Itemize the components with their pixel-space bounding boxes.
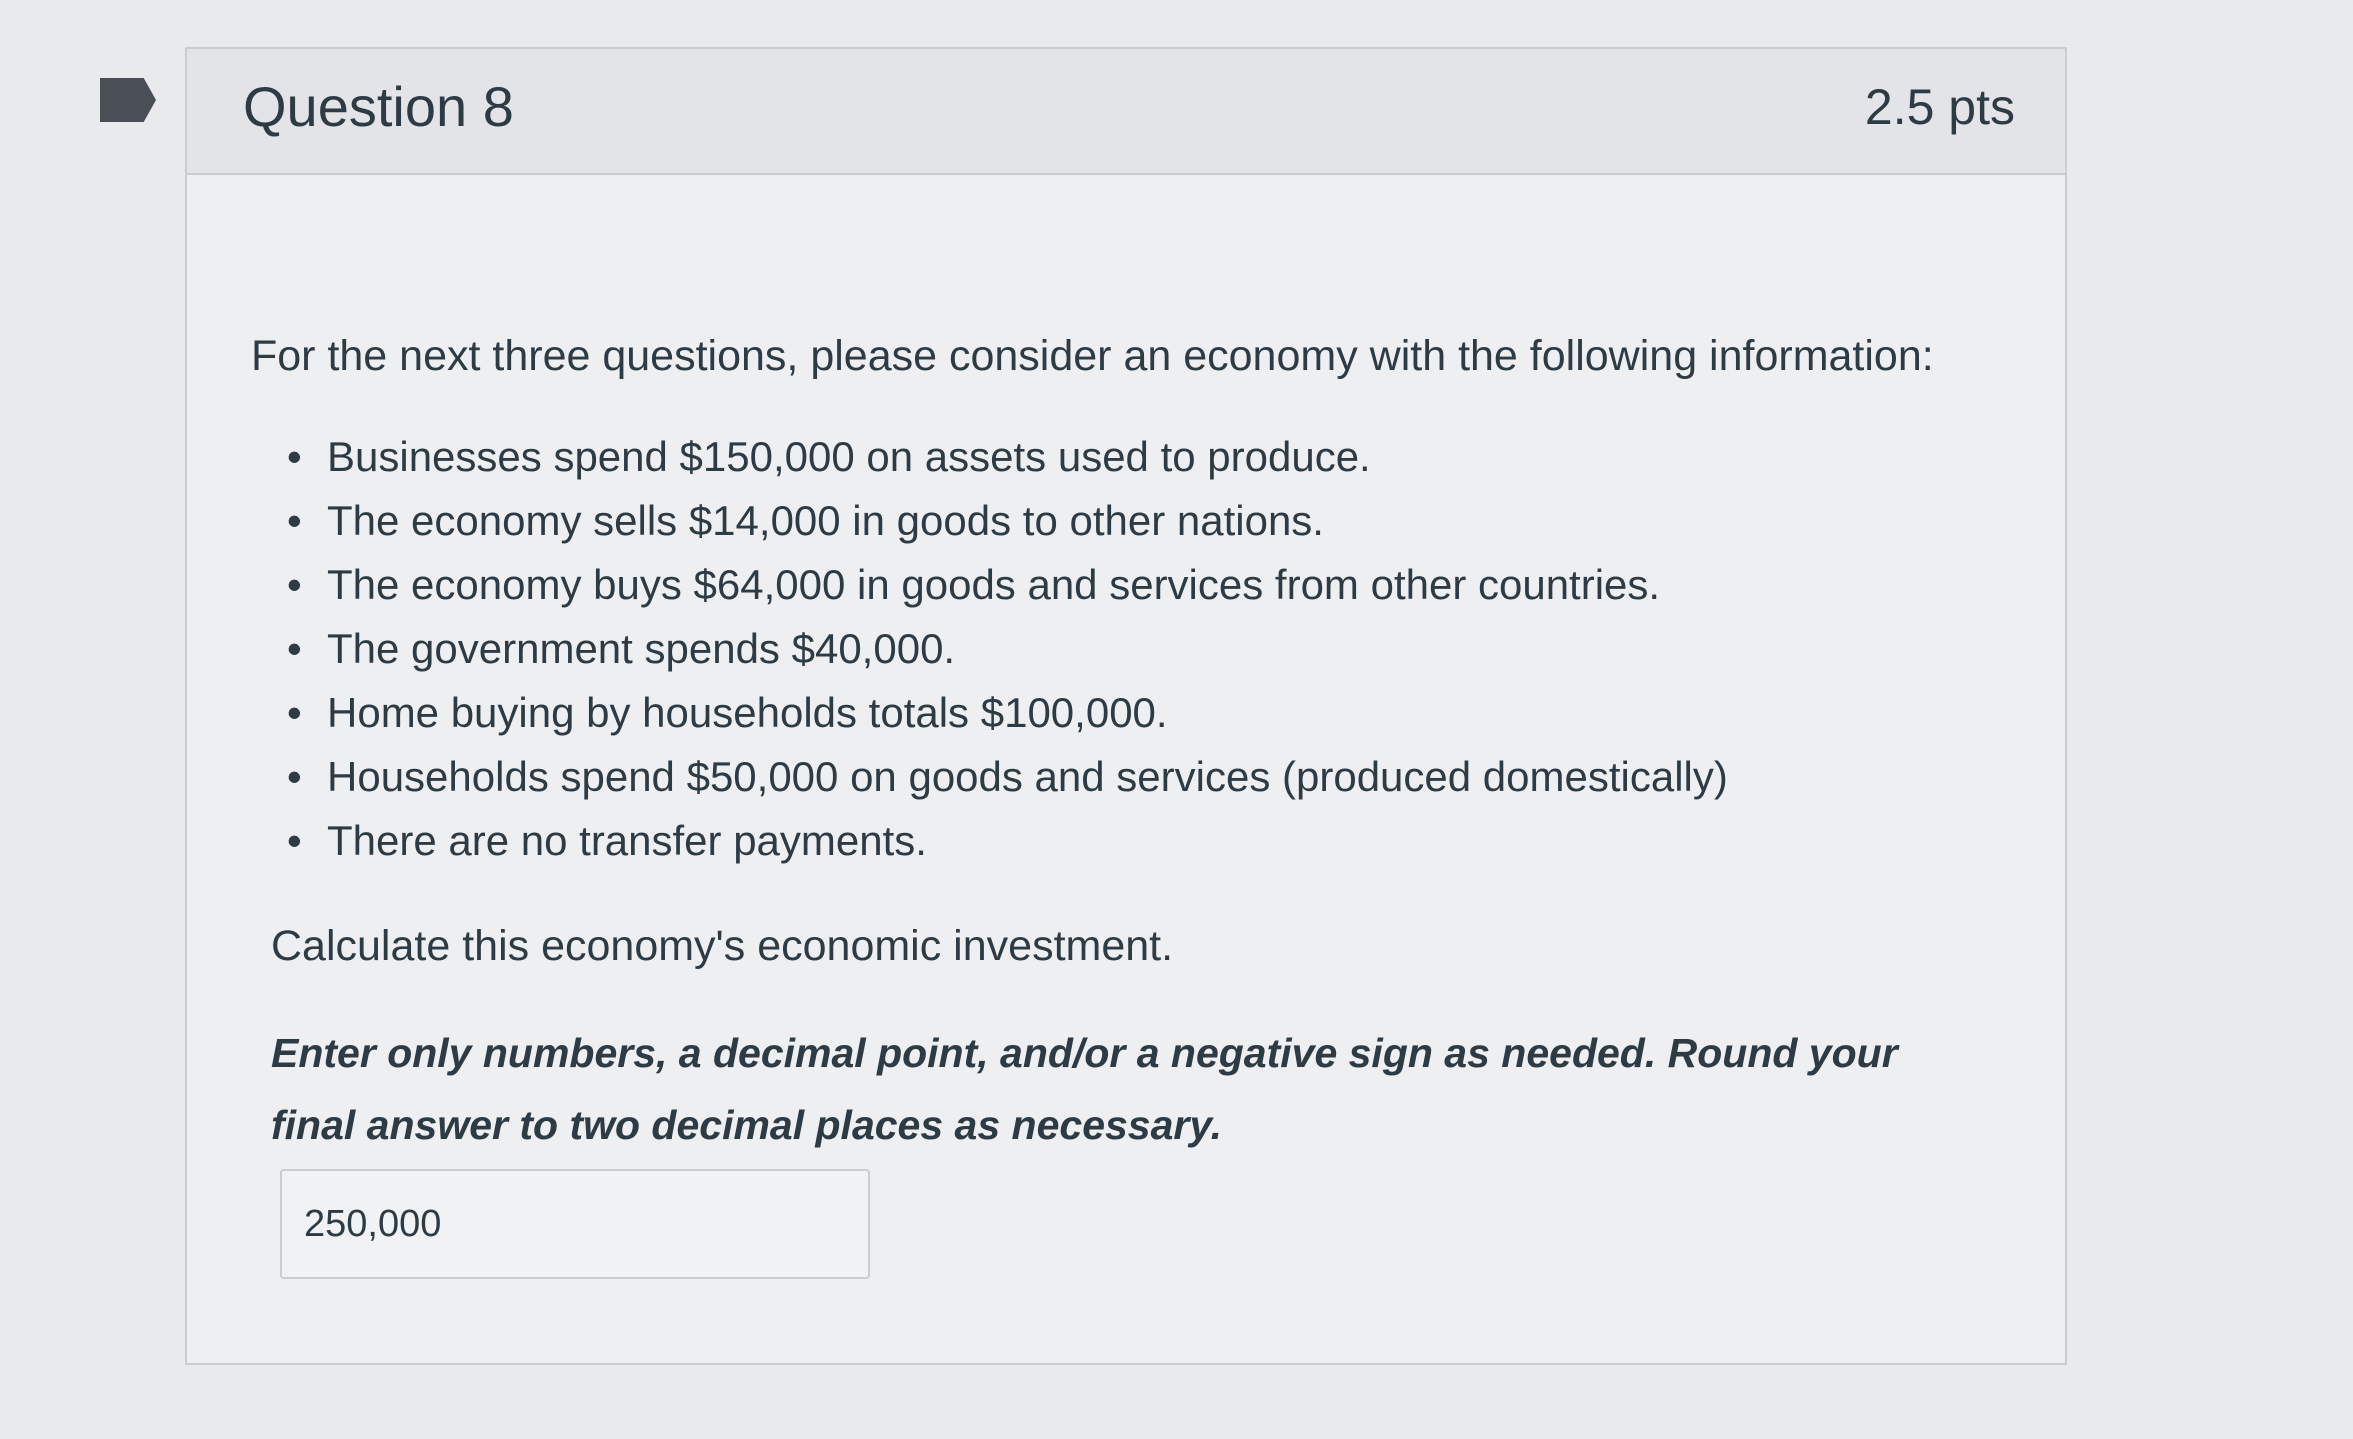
question-prompt: Calculate this economy's economic investment. xyxy=(271,921,1174,970)
facts-list xyxy=(287,425,2005,873)
list-item xyxy=(287,681,2005,745)
list-item xyxy=(287,553,2005,617)
bullet-icon: • xyxy=(287,688,302,736)
fact-text: The government spends $40,000. xyxy=(327,624,956,672)
question-body xyxy=(251,329,2005,1161)
list-item xyxy=(287,617,2005,681)
list-item xyxy=(287,489,2005,553)
fact-text: Home buying by households totals $100,000. xyxy=(327,688,1168,736)
question-intro: For the next three questions, please consider an economy with the following information: xyxy=(251,332,1934,380)
answer-input[interactable] xyxy=(280,1169,870,1279)
list-item xyxy=(287,425,2005,489)
fact-text: There are no transfer payments. xyxy=(327,816,927,864)
bullet-icon: • xyxy=(287,496,302,544)
question-card xyxy=(185,47,2067,1365)
question-header xyxy=(187,49,2065,175)
fact-text: Businesses spend $150,000 on assets used to produce. xyxy=(327,432,1371,480)
fact-text: Households spend $50,000 on goods and services (produced domestically) xyxy=(327,752,1728,800)
bullet-icon: • xyxy=(287,816,302,864)
question-points: 2.5 pts xyxy=(1864,79,2015,135)
question-title: Question 8 xyxy=(243,75,514,138)
bullet-icon: • xyxy=(287,432,302,480)
bullet-icon: • xyxy=(287,624,302,672)
fact-text: The economy buys $64,000 in goods and services from other countries. xyxy=(327,560,1661,608)
list-item xyxy=(287,745,2005,809)
answer-instructions: Enter only numbers, a decimal point, and/or a negative sign as needed. Round your final answer to two decimal places as necessary. xyxy=(271,1029,1898,1148)
bullet-icon: • xyxy=(287,560,302,608)
list-item xyxy=(287,809,2005,873)
fact-text: The economy sells $14,000 in goods to other nations. xyxy=(327,496,1324,544)
bookmark-flag-icon[interactable] xyxy=(100,78,156,122)
bullet-icon: • xyxy=(287,752,302,800)
